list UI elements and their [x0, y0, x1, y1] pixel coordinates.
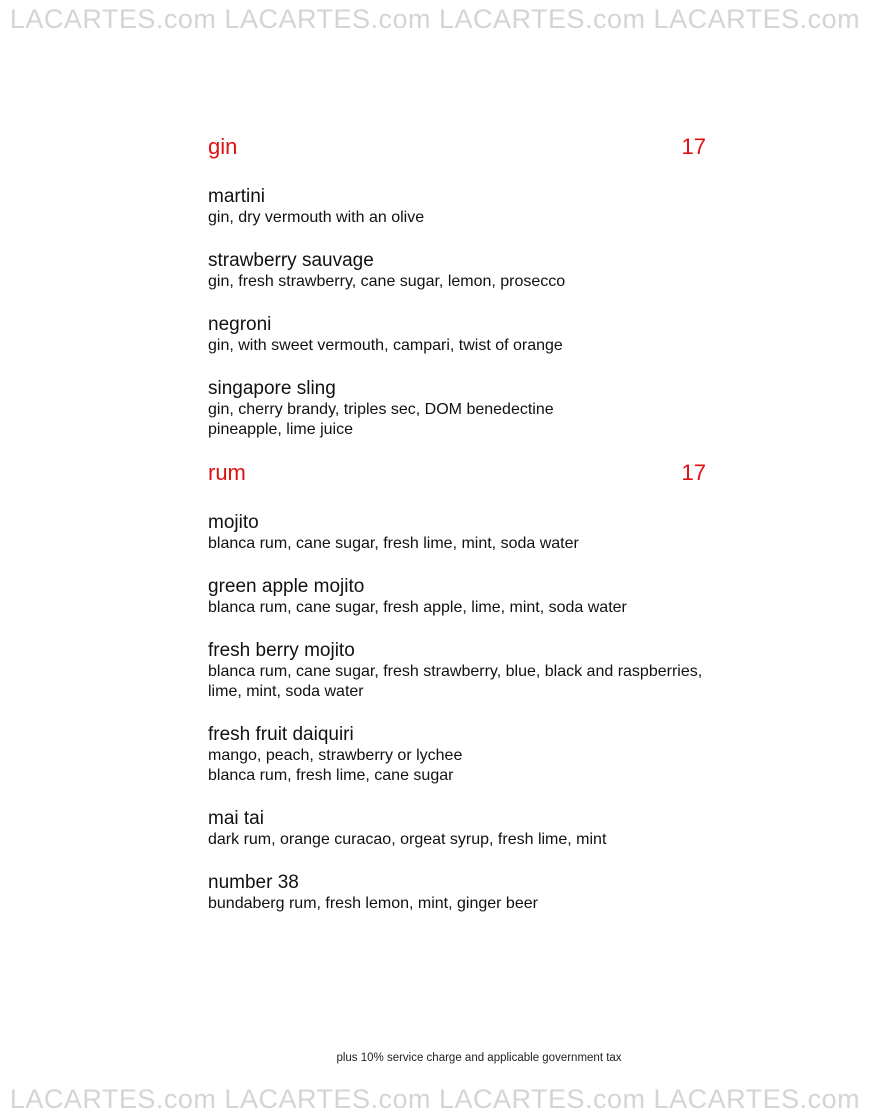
watermark-top: LACARTES.com LACARTES.com LACARTES.com LACARTES.com — [9, 4, 861, 34]
menu-item-description: pineapple, lime juice — [208, 421, 353, 438]
menu-item-description: bundaberg rum, fresh lemon, mint, ginger beer — [208, 895, 538, 912]
menu-item-description: blanca rum, cane sugar, fresh apple, lime, mint, soda water — [208, 599, 627, 616]
section-rum — [208, 460, 708, 936]
menu-item-description: lime, mint, soda water — [208, 683, 364, 700]
menu-item — [208, 186, 708, 228]
menu-item — [208, 724, 708, 786]
menu-item — [208, 872, 708, 914]
menu-item-name: green apple mojito — [208, 576, 365, 597]
item-list — [208, 186, 708, 440]
menu-item-description: gin, cherry brandy, triples sec, DOM benedectine — [208, 401, 554, 418]
menu-item-name: mai tai — [208, 808, 264, 829]
menu-item-description: gin, dry vermouth with an olive — [208, 209, 425, 226]
menu-item-name: fresh fruit daiquiri — [208, 724, 354, 745]
section-price: 17 — [681, 460, 706, 485]
item-list — [208, 512, 708, 914]
menu-item — [208, 808, 708, 850]
section-title: rum — [208, 460, 246, 485]
menu-item — [208, 314, 708, 356]
footer-note: plus 10% service charge and applicable government tax — [336, 1052, 622, 1064]
menu-item — [208, 512, 708, 554]
menu-item-name: number 38 — [208, 872, 299, 893]
menu-item — [208, 576, 708, 618]
menu-item-description: gin, with sweet vermouth, campari, twist of orange — [208, 337, 563, 354]
menu-item — [208, 640, 708, 702]
menu-item — [208, 378, 708, 440]
menu-item-description: mango, peach, strawberry or lychee — [208, 747, 463, 764]
menu-item-description: blanca rum, cane sugar, fresh strawberry, blue, black and raspberries, — [208, 663, 703, 680]
watermark-bottom: LACARTES.com LACARTES.com LACARTES.com LACARTES.com — [9, 1084, 861, 1114]
menu-item-description: dark rum, orange curacao, orgeat syrup, fresh lime, mint — [208, 831, 607, 848]
section-header — [208, 460, 708, 490]
section-title: gin — [208, 134, 238, 159]
menu-item-name: strawberry sauvage — [208, 250, 374, 271]
menu-item-description: blanca rum, fresh lime, cane sugar — [208, 767, 454, 784]
menu-item — [208, 250, 708, 292]
menu-item-description: gin, fresh strawberry, cane sugar, lemon, prosecco — [208, 273, 566, 290]
section-price: 17 — [681, 134, 706, 159]
section-header — [208, 134, 708, 164]
menu-item-name: negroni — [208, 314, 272, 335]
menu-item-name: mojito — [208, 512, 259, 533]
menu-item-name: martini — [208, 186, 266, 207]
section-gin — [208, 134, 708, 462]
menu-item-description: blanca rum, cane sugar, fresh lime, mint, soda water — [208, 535, 579, 552]
menu-item-name: fresh berry mojito — [208, 640, 355, 661]
menu-item-name: singapore sling — [208, 378, 336, 399]
